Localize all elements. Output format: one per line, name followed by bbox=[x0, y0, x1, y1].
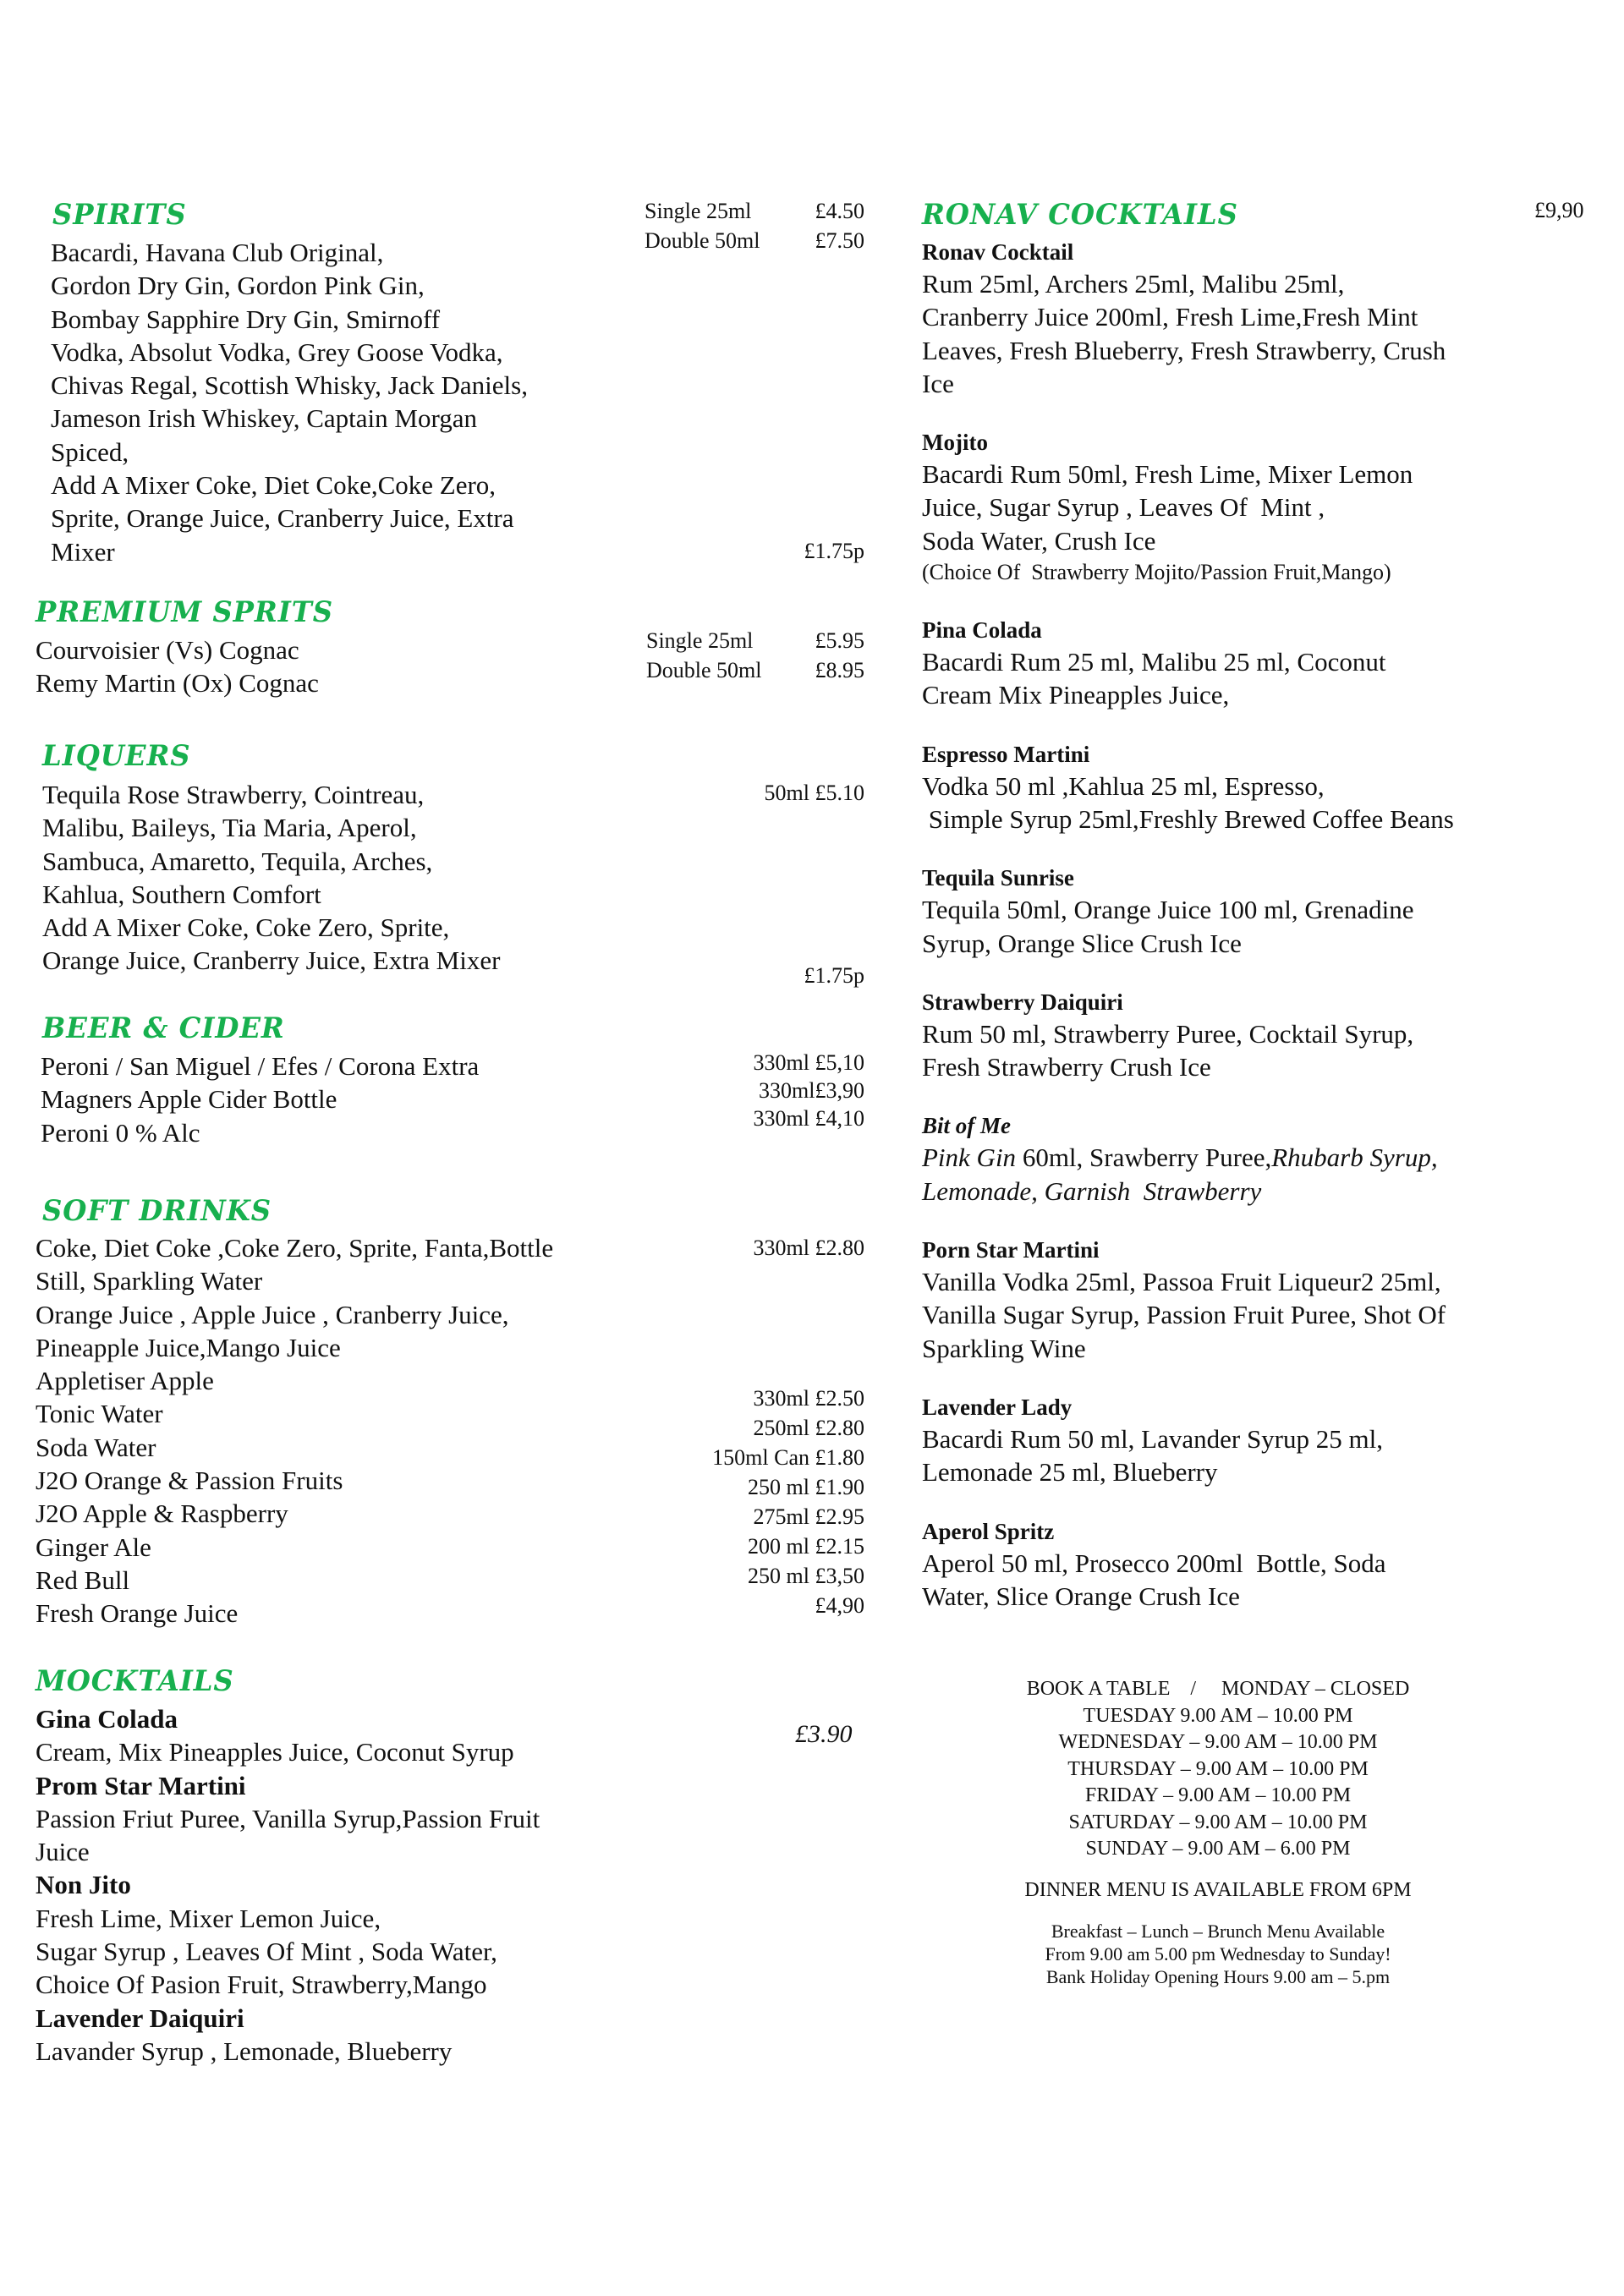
menu-line: Add A Mixer Coke, Coke Zero, Sprite, bbox=[42, 912, 450, 943]
menu-line: Sambuca, Amaretto, Tequila, Arches, bbox=[42, 846, 433, 876]
menu-line: J2O Orange & Passion Fruits bbox=[36, 1466, 343, 1496]
cocktail-name: Espresso Martini bbox=[922, 741, 1090, 767]
spirits-prices bbox=[795, 196, 864, 255]
soft-first-price: 330ml £2.80 bbox=[753, 1236, 864, 1260]
cocktail-description: Leaves, Fresh Blueberry, Fresh Strawberry, Crush bbox=[922, 335, 1446, 365]
price: 275ml £2.95 bbox=[753, 1504, 864, 1529]
section-heading-liquers: LIQUERS bbox=[42, 739, 191, 773]
menu-line: Soda Water bbox=[36, 1432, 156, 1462]
menu-line: Orange Juice , Apple Juice , Cranberry Juice, bbox=[36, 1299, 509, 1329]
menu-line: Sprite, Orange Juice, Cranberry Juice, Extra bbox=[51, 503, 514, 534]
spirits-sizes bbox=[645, 196, 760, 255]
menu-line: Peroni / San Miguel / Efes / Corona Extra bbox=[41, 1051, 480, 1081]
price: 150ml Can £1.80 bbox=[712, 1445, 864, 1470]
menu-line: Appletiser Apple bbox=[36, 1366, 214, 1396]
cocktail-description: Aperol 50 ml, Prosecco 200ml Bottle, Soda bbox=[922, 1548, 1386, 1578]
menu-line: Spiced, bbox=[51, 436, 129, 467]
footer-line: Bank Holiday Opening Hours 9.00 am – 5.pm bbox=[1045, 1966, 1391, 1987]
menu-line: Mixer bbox=[51, 536, 115, 567]
cocktail-note: (Choice Of Strawberry Mojito/Passion Fruit,Mango) bbox=[922, 560, 1391, 585]
section-heading-mocktails: MOCKTAILS bbox=[36, 1664, 234, 1698]
soft-prices bbox=[643, 1384, 864, 1620]
menu-line: Courvoisier (Vs) Cognac bbox=[36, 635, 299, 665]
description-fragment: Lemonade, Garnish Strawberry bbox=[922, 1175, 1262, 1206]
price: 330ml £4,10 bbox=[753, 1106, 864, 1131]
spirits-list bbox=[51, 236, 528, 568]
price: £7.50 bbox=[815, 228, 864, 253]
cocktail-description: Cranberry Juice 200ml, Fresh Lime,Fresh Mint bbox=[922, 302, 1418, 332]
brunch-notice bbox=[964, 1920, 1472, 1988]
liquers-price: 50ml £5.10 bbox=[764, 781, 864, 805]
cocktail-item bbox=[922, 1235, 1599, 1365]
cocktail-description: Bacardi Rum 25 ml, Malibu 25 ml, Coconut bbox=[922, 647, 1386, 677]
menu-line: Add A Mixer Coke, Diet Coke,Coke Zero, bbox=[51, 470, 497, 501]
cocktail-description: Soda Water, Crush Ice bbox=[922, 525, 1156, 556]
cocktail-name: Bit of Me bbox=[922, 1113, 1011, 1139]
price: 200 ml £2.15 bbox=[748, 1534, 864, 1559]
liquers-mixer-price: £1.75p bbox=[804, 963, 864, 988]
menu-line: Malibu, Baileys, Tia Maria, Aperol, bbox=[42, 813, 417, 843]
size-label: Single 25ml bbox=[646, 628, 754, 653]
cocktail-item bbox=[922, 1516, 1599, 1614]
price: £8.95 bbox=[815, 658, 864, 682]
price: 250ml £2.80 bbox=[753, 1416, 864, 1440]
price: 250 ml £1.90 bbox=[748, 1475, 864, 1499]
mocktails-list bbox=[36, 1702, 540, 2068]
cocktail-description: Fresh Strawberry Crush Ice bbox=[922, 1052, 1211, 1082]
mocktail-description: Sugar Syrup , Leaves Of Mint , Soda Water, bbox=[36, 1937, 497, 1967]
cocktail-description: Vodka 50 ml ,Kahlua 25 ml, Espresso, bbox=[922, 770, 1325, 801]
hours-line: BOOK A TABLE / MONDAY – CLOSED bbox=[1026, 1678, 1410, 1700]
hours-line: FRIDAY – 9.00 AM – 10.00 PM bbox=[1084, 1784, 1352, 1806]
menu-line: Gordon Dry Gin, Gordon Pink Gin, bbox=[51, 271, 425, 301]
cocktail-description bbox=[922, 1141, 1599, 1174]
cocktail-description: Lemonade 25 ml, Blueberry bbox=[922, 1457, 1218, 1488]
cocktail-description: Simple Syrup 25ml,Freshly Brewed Coffee Beans bbox=[922, 803, 1454, 834]
cocktail-name: Mojito bbox=[922, 430, 988, 456]
menu-line: Magners Apple Cider Bottle bbox=[41, 1084, 337, 1115]
hours-line: WEDNESDAY – 9.00 AM – 10.00 PM bbox=[1058, 1731, 1378, 1753]
menu-line: Tonic Water bbox=[36, 1399, 163, 1429]
mocktails-price: £3.90 bbox=[795, 1720, 853, 1748]
section-heading-beer-cider: BEER & CIDER bbox=[42, 1011, 285, 1045]
price: 250 ml £3,50 bbox=[748, 1564, 864, 1588]
hours-line: SUNDAY – 9.00 AM – 6.00 PM bbox=[1085, 1838, 1351, 1860]
mocktail-description: Passion Friut Puree, Vanilla Syrup,Passion Fruit bbox=[36, 1803, 540, 1833]
dinner-notice: DINNER MENU IS AVAILABLE FROM 6PM bbox=[1024, 1879, 1412, 1901]
cocktail-description: Water, Slice Orange Crush Ice bbox=[922, 1581, 1240, 1611]
footer-line: From 9.00 am 5.00 pm Wednesday to Sunday! bbox=[1045, 1943, 1391, 1964]
mocktail-name: Gina Colada bbox=[36, 1704, 178, 1734]
menu-line: Red Bull bbox=[36, 1564, 130, 1595]
cocktail-description: Cream Mix Pineapples Juice, bbox=[922, 680, 1230, 710]
menu-line: Still, Sparkling Water bbox=[36, 1266, 263, 1296]
menu-line: Peroni 0 % Alc bbox=[41, 1117, 200, 1148]
menu-line: Ginger Ale bbox=[36, 1532, 151, 1562]
section-heading-ronav-cocktails: RONAV COCKTAILS bbox=[922, 198, 1238, 232]
cocktail-item bbox=[922, 739, 1599, 836]
liquers-list bbox=[42, 778, 500, 978]
menu-line: Pineapple Juice,Mango Juice bbox=[36, 1332, 341, 1362]
cocktail-name: Lavender Lady bbox=[922, 1394, 1073, 1420]
size-label: Double 50ml bbox=[646, 658, 762, 682]
section-heading-spirits: SPIRITS bbox=[52, 198, 187, 232]
menu-line: Chivas Regal, Scottish Whisky, Jack Daniels, bbox=[51, 370, 528, 401]
soft-drinks-list bbox=[36, 1231, 553, 1630]
menu-line: Kahlua, Southern Comfort bbox=[42, 879, 321, 909]
price: £4.50 bbox=[815, 199, 864, 223]
hours-line: THURSDAY – 9.00 AM – 10.00 PM bbox=[1067, 1757, 1369, 1780]
menu-line: Jameson Irish Whiskey, Captain Morgan bbox=[51, 403, 477, 434]
beer-list bbox=[41, 1049, 479, 1149]
section-heading-soft-drinks: SOFT DRINKS bbox=[42, 1194, 272, 1228]
hours-line: TUESDAY 9.00 AM – 10.00 PM bbox=[1083, 1704, 1353, 1727]
price: 330ml£3,90 bbox=[759, 1078, 864, 1103]
cocktail-item bbox=[922, 987, 1599, 1084]
menu-line: Orange Juice, Cranberry Juice, Extra Mixer bbox=[42, 945, 501, 976]
menu-line: J2O Apple & Raspberry bbox=[36, 1499, 288, 1529]
cocktail-item bbox=[922, 237, 1599, 400]
cocktail-item bbox=[922, 863, 1599, 960]
mocktail-description: Choice Of Pasion Fruit, Strawberry,Mango bbox=[36, 1970, 487, 2000]
menu-line: Bombay Sapphire Dry Gin, Smirnoff bbox=[51, 304, 441, 334]
cocktail-item bbox=[922, 615, 1599, 712]
cocktail-name: Strawberry Daiquiri bbox=[922, 989, 1123, 1015]
cocktails-price: £9,90 bbox=[1534, 198, 1584, 222]
menu-line: Vodka, Absolut Vodka, Grey Goose Vodka, bbox=[51, 337, 503, 367]
size-label: Single 25ml bbox=[645, 199, 752, 223]
cocktail-description: Syrup, Orange Slice Crush Ice bbox=[922, 928, 1242, 958]
mocktail-description: Lavander Syrup , Lemonade, Blueberry bbox=[36, 2036, 453, 2066]
mocktail-name: Prom Star Martini bbox=[36, 1770, 246, 1800]
premium-prices bbox=[795, 626, 864, 685]
price: 330ml £5,10 bbox=[753, 1050, 864, 1075]
premium-sizes bbox=[646, 626, 762, 685]
description-fragment: Rhubarb Syrup, bbox=[1271, 1143, 1438, 1173]
description-fragment: Pink Gin bbox=[922, 1143, 1017, 1173]
size-label: Double 50ml bbox=[645, 228, 760, 253]
cocktail-description: Tequila 50ml, Orange Juice 100 ml, Grenadine bbox=[922, 895, 1414, 925]
mocktail-description: Fresh Lime, Mixer Lemon Juice, bbox=[36, 1903, 381, 1933]
cocktail-description: Vanilla Sugar Syrup, Passion Fruit Puree, Shot Of bbox=[922, 1300, 1446, 1330]
cocktail-description bbox=[922, 1175, 1599, 1208]
description-fragment: 60ml, Srawberry Puree, bbox=[1016, 1143, 1272, 1173]
cocktail-name: Porn Star Martini bbox=[922, 1237, 1100, 1263]
mocktail-name: Lavender Daiquiri bbox=[36, 2003, 244, 2033]
mocktail-name: Non Jito bbox=[36, 1870, 131, 1900]
footer-line: Breakfast – Lunch – Brunch Menu Available bbox=[1051, 1921, 1385, 1942]
cocktail-item bbox=[922, 1392, 1599, 1489]
cocktail-description: Vanilla Vodka 25ml, Passoa Fruit Liqueur2 25ml, bbox=[922, 1267, 1441, 1297]
menu-line: Remy Martin (Ox) Cognac bbox=[36, 668, 319, 699]
cocktail-description: Bacardi Rum 50 ml, Lavander Syrup 25 ml, bbox=[922, 1423, 1383, 1454]
cocktails-list bbox=[922, 237, 1599, 1640]
hours-line: SATURDAY – 9.00 AM – 10.00 PM bbox=[1068, 1811, 1368, 1833]
premium-list bbox=[36, 633, 319, 700]
section-heading-premium-sprits: PREMIUM SPRITS bbox=[36, 595, 334, 629]
cocktail-item bbox=[922, 427, 1599, 588]
cocktail-name: Aperol Spritz bbox=[922, 1518, 1055, 1544]
cocktail-description: Juice, Sugar Syrup , Leaves Of Mint , bbox=[922, 492, 1325, 523]
cocktail-name: Pina Colada bbox=[922, 617, 1042, 644]
menu-line: Tequila Rose Strawberry, Cointreau, bbox=[42, 780, 425, 809]
price: 330ml £2.50 bbox=[753, 1386, 864, 1411]
menu-line: Bacardi, Havana Club Original, bbox=[51, 238, 384, 267]
cocktail-description: Rum 25ml, Archers 25ml, Malibu 25ml, bbox=[922, 269, 1345, 299]
mocktail-description: Juice bbox=[36, 1837, 90, 1867]
mocktail-description: Cream, Mix Pineapples Juice, Coconut Syrup bbox=[36, 1737, 514, 1767]
cocktail-description: Ice bbox=[922, 368, 954, 398]
cocktail-description: Bacardi Rum 50ml, Fresh Lime, Mixer Lemon bbox=[922, 459, 1413, 490]
menu-line: Fresh Orange Juice bbox=[36, 1598, 239, 1629]
price: £5.95 bbox=[815, 628, 864, 653]
cocktail-name: Ronav Cocktail bbox=[922, 239, 1074, 265]
price: £4,90 bbox=[815, 1593, 864, 1618]
spirits-mixer-price: £1.75p bbox=[804, 539, 864, 563]
opening-hours bbox=[964, 1676, 1472, 1863]
cocktail-name: Tequila Sunrise bbox=[922, 865, 1074, 891]
beer-prices bbox=[694, 1049, 864, 1132]
cocktail-description: Rum 50 ml, Strawberry Puree, Cocktail Syrup, bbox=[922, 1018, 1414, 1049]
cocktail-item bbox=[922, 1110, 1599, 1208]
cocktail-description: Sparkling Wine bbox=[922, 1333, 1086, 1363]
menu-line: Coke, Diet Coke ,Coke Zero, Sprite, Fanta,Bottle bbox=[36, 1233, 554, 1263]
